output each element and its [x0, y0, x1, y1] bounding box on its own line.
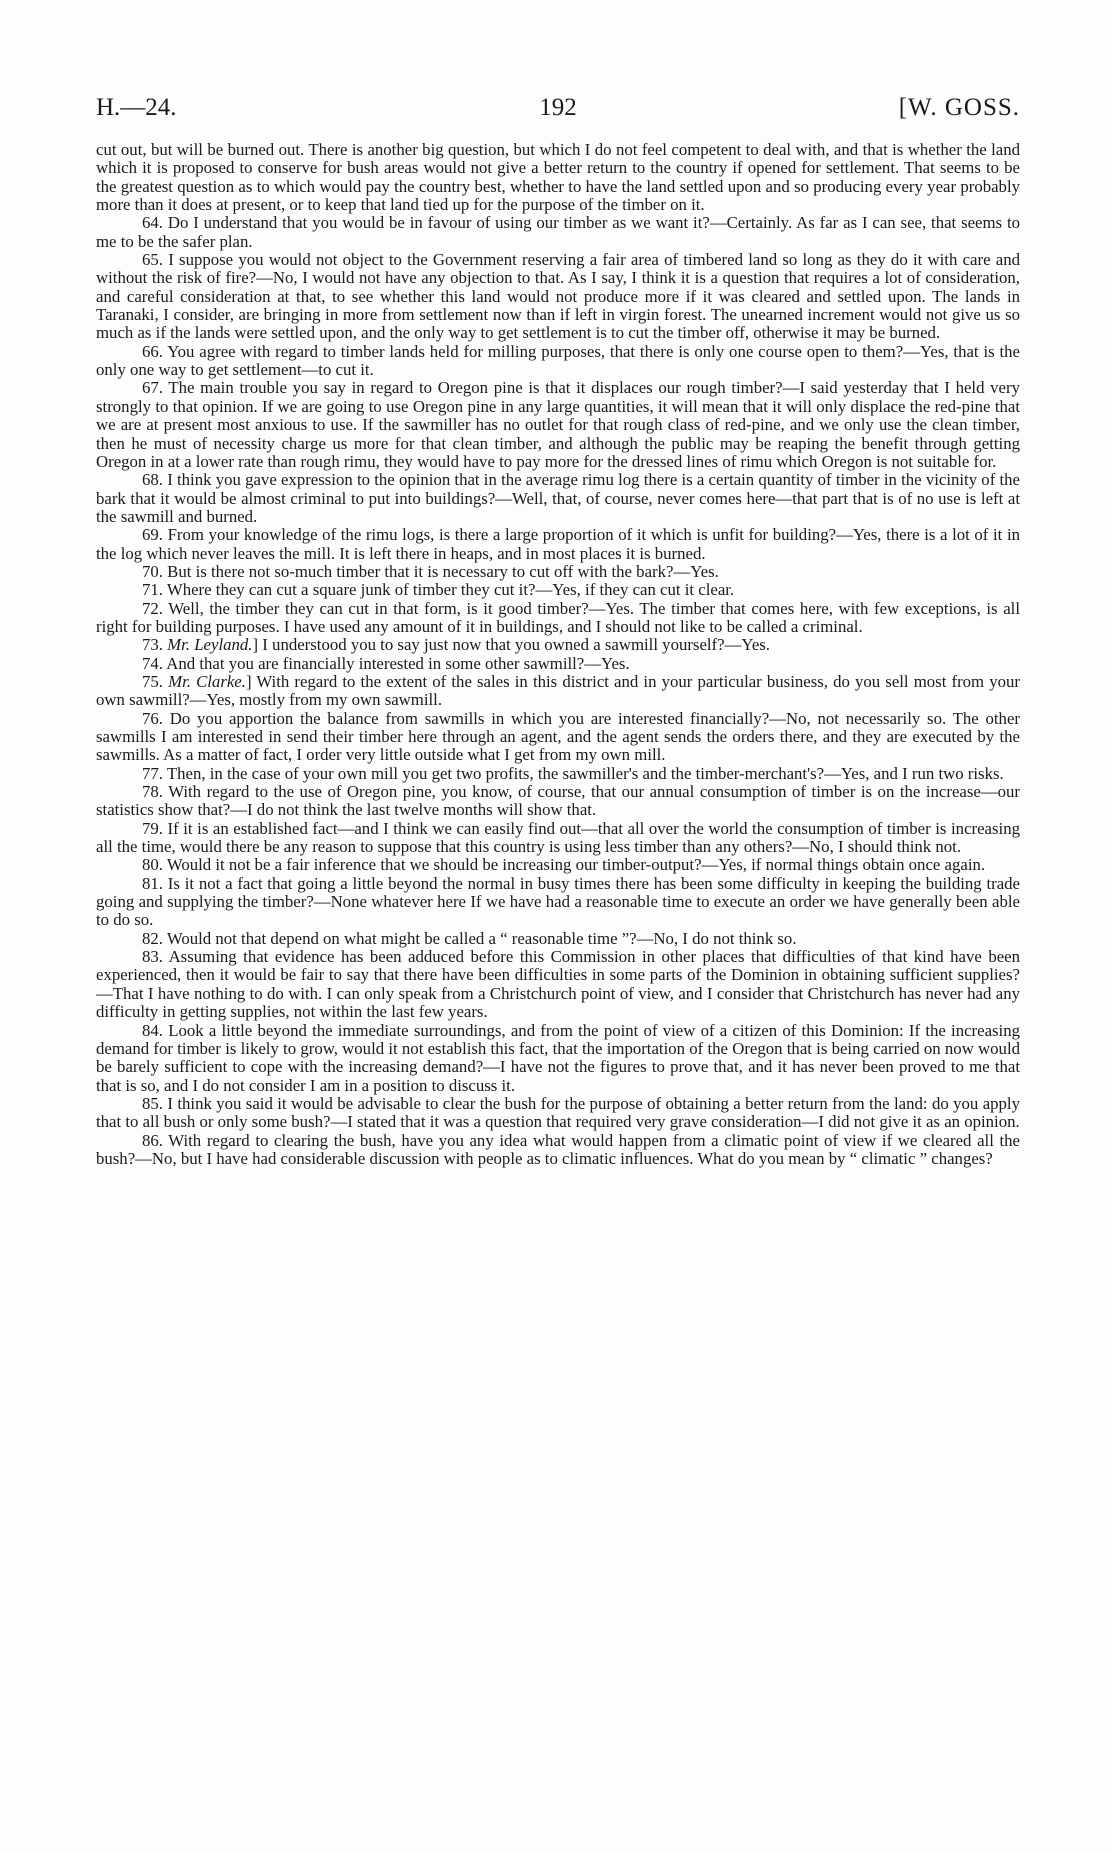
- question-answer-paragraph: 81. Is it not a fact that going a little beyond the normal in busy times there has been some difficulty in keeping the building trade going and supplying the timber?—None whatever here If we have had a reasonable time to execute an order we have generally been able to do so.: [96, 873, 1020, 930]
- question-answer-paragraph: 84. Look a little beyond the immediate surroundings, and from the point of view of a citizen of this Dominion: If the increasing demand for timber is likely to grow, would it not establish this fact, that the importation of the Oregon that is being carried on now would be barely sufficient to cope with the increasing demand?—I have not the figures to prove that, and it has never been proved to me that that is so, and I do not consider I am in a position to discuss it.: [96, 1020, 1020, 1095]
- question-answer-paragraph: 74. And that you are financially interested in some other sawmill?—Yes.: [142, 653, 630, 673]
- question-answer-paragraph: 75. Mr. Clarke.] With regard to the extent of the sales in this district and in your particular business, do you sell most from your own sawmill?—Yes, mostly from my own sawmill.: [96, 671, 1020, 710]
- question-answer-paragraph: 69. From your knowledge of the rimu logs, is there a large proportion of it which is unfit for building?—Yes, there is a lot of it in the log which never leaves the mill. It is left there in heaps, and in most places it is burned.: [96, 525, 1020, 563]
- question-answer-paragraph: 67. The main trouble you say in regard to Oregon pine is that it displaces our rough timber?—I said yesterday that I held very strongly to that opinion. If we are going to use Oregon pine in any large quantities, it will mean that it will only displace the red-pine that we are at present most anxious to use. If the sawmiller has no outlet for that rough class of red-pine, and we only use the clean timber, then he must of necessity charge us more for that clean timber, and although the public may be reaping the benefit through getting Oregon in at a lower rate than rough rimu, they would have to pay more for the dressed lines of rimu which Oregon is not suitable for.: [96, 378, 1020, 471]
- question-answer-paragraph: 82. Would not that depend on what might be called a “ reasonable time ”?—No, I do not think so.: [142, 928, 797, 948]
- question-answer-paragraph: 78. With regard to the use of Oregon pine, you know, of course, that our annual consumption of timber is on the increase—our statistics show that?—I do not think the last twelve months will show that.: [96, 782, 1020, 820]
- question-answer-paragraph: 71. Where they can cut a square junk of timber they cut it?—Yes, if they can cut it clear.: [142, 580, 735, 600]
- question-answer-paragraph: 77. Then, in the case of your own mill you get two profits, the sawmiller's and the timber-merchant's?—Yes, and I run two risks.: [142, 763, 1004, 783]
- page-number: 192: [539, 94, 577, 121]
- question-answer-paragraph: 79. If it is an established fact—and I think we can easily find out—that all over the world the consumption of timber is increasing all the time, would there be any reason to suppose that this country is using less timber than any others?—No, I should think not.: [96, 818, 1020, 857]
- question-answer-paragraph: 76. Do you apportion the balance from sawmills in which you are interested financially?—No, not necessarily so. The other sawmills I am interested in send their timber here through an agent, and the agent sends the orders there, and they are executed by the sawmills. As a matter of fact, I order very little outside what I get from my own mill.: [96, 708, 1020, 765]
- question-answer-paragraph: 86. With regard to clearing the bush, have you any idea what would happen from a climatic point of view if we cleared all the bush?—No, but I have had considerable discussion with people as to climatic influences. What do you mean by “ climatic ” changes?: [96, 1130, 1020, 1168]
- page-header: [96, 88, 1020, 128]
- question-answer-paragraph: 68. I think you gave expression to the opinion that in the average rimu log there is a certain quantity of timber in the vicinity of the bark that it would be almost criminal to put into buildings?—Well, that, of course, never comes here—that part that is of no use is left at the sawmill and burned.: [96, 470, 1020, 526]
- question-answer-paragraph: 83. Assuming that evidence has been adduced before this Commission in other places that difficulties of that kind have been experienced, then it would be fair to say that there have been difficulties in some parts of the Dominion in obtaining sufficient supplies?—That I have nothing to do with. I can only speak from a Christchurch point of view, and I consider that Christchurch has never had any difficulty in getting supplies, not within the last few years.: [96, 947, 1020, 1022]
- witness-name: [W. GOSS.: [898, 94, 1020, 121]
- question-answer-paragraph: 64. Do I understand that you would be in favour of using our timber as we want it?—Certainly. As far as I can see, that seems to me to be the safer plan.: [96, 213, 1020, 251]
- question-answer-paragraph: 66. You agree with regard to timber lands held for milling purposes, that there is only one course open to them?—Yes, that is the only one way to get settlement—to cut it.: [96, 341, 1020, 380]
- question-answer-paragraph: 80. Would it not be a fair inference that we should be increasing our timber-output?—Yes, if normal things obtain once again.: [142, 855, 986, 875]
- question-answer-paragraph: 65. I suppose you would not object to the Government reserving a fair area of timbered land so long as they do it with care and without the risk of fire?—No, I would not have any objection to that. As I say, I think it is a question that requires a lot of consideration, and careful consideration at that, to see whether this land would not produce more if it was cleared and settled upon. The lands in Taranaki, I consider, are bringing in more from settlement now than if left in virgin forest. The unearned increment would not give us so much as if the lands were settled upon, and the only way to get settlement is to cut the timber off, otherwise it may be burned.: [96, 250, 1020, 343]
- speaker-name: Mr. Leyland.: [167, 635, 253, 655]
- question-answer-paragraph: 70. But is there not so-much timber that it is necessary to cut off with the bark?—Yes.: [142, 561, 719, 581]
- continued-paragraph: cut out, but will be burned out. There is another big question, but which I do not feel competent to deal with, and that is whether the land which it is proposed to conserve for bush areas would not give a better return to the country if opened for settlement. That seems to be the greatest question as to which would pay the country best, whether to have the land settled upon and so producing every year probably more than it does at present, or to keep that land tied up for the purpose of the timber on it.: [96, 140, 1020, 215]
- question-answer-paragraph: 85. I think you said it would be advisable to clear the bush for the purpose of obtaining a better return from the land: do you apply that to all bush or only some bush?—I stated that it was a question that required very grave consideration—I did not give it as an opinion.: [96, 1093, 1020, 1132]
- question-answer-paragraph: 72. Well, the timber they can cut in that form, is it good timber?—Yes. The timber that comes here, with few exceptions, is all right for building purposes. I have used any amount of it in buildings, and I should not like to be called a criminal.: [96, 598, 1020, 636]
- document-body: [96, 141, 1020, 1168]
- speaker-name: Mr. Clarke.: [168, 671, 246, 691]
- document-reference: H.—24.: [96, 94, 177, 121]
- question-answer-paragraph: 73. Mr. Leyland.] I understood you to say just now that you owned a sawmill yourself?—Yes.: [142, 635, 771, 655]
